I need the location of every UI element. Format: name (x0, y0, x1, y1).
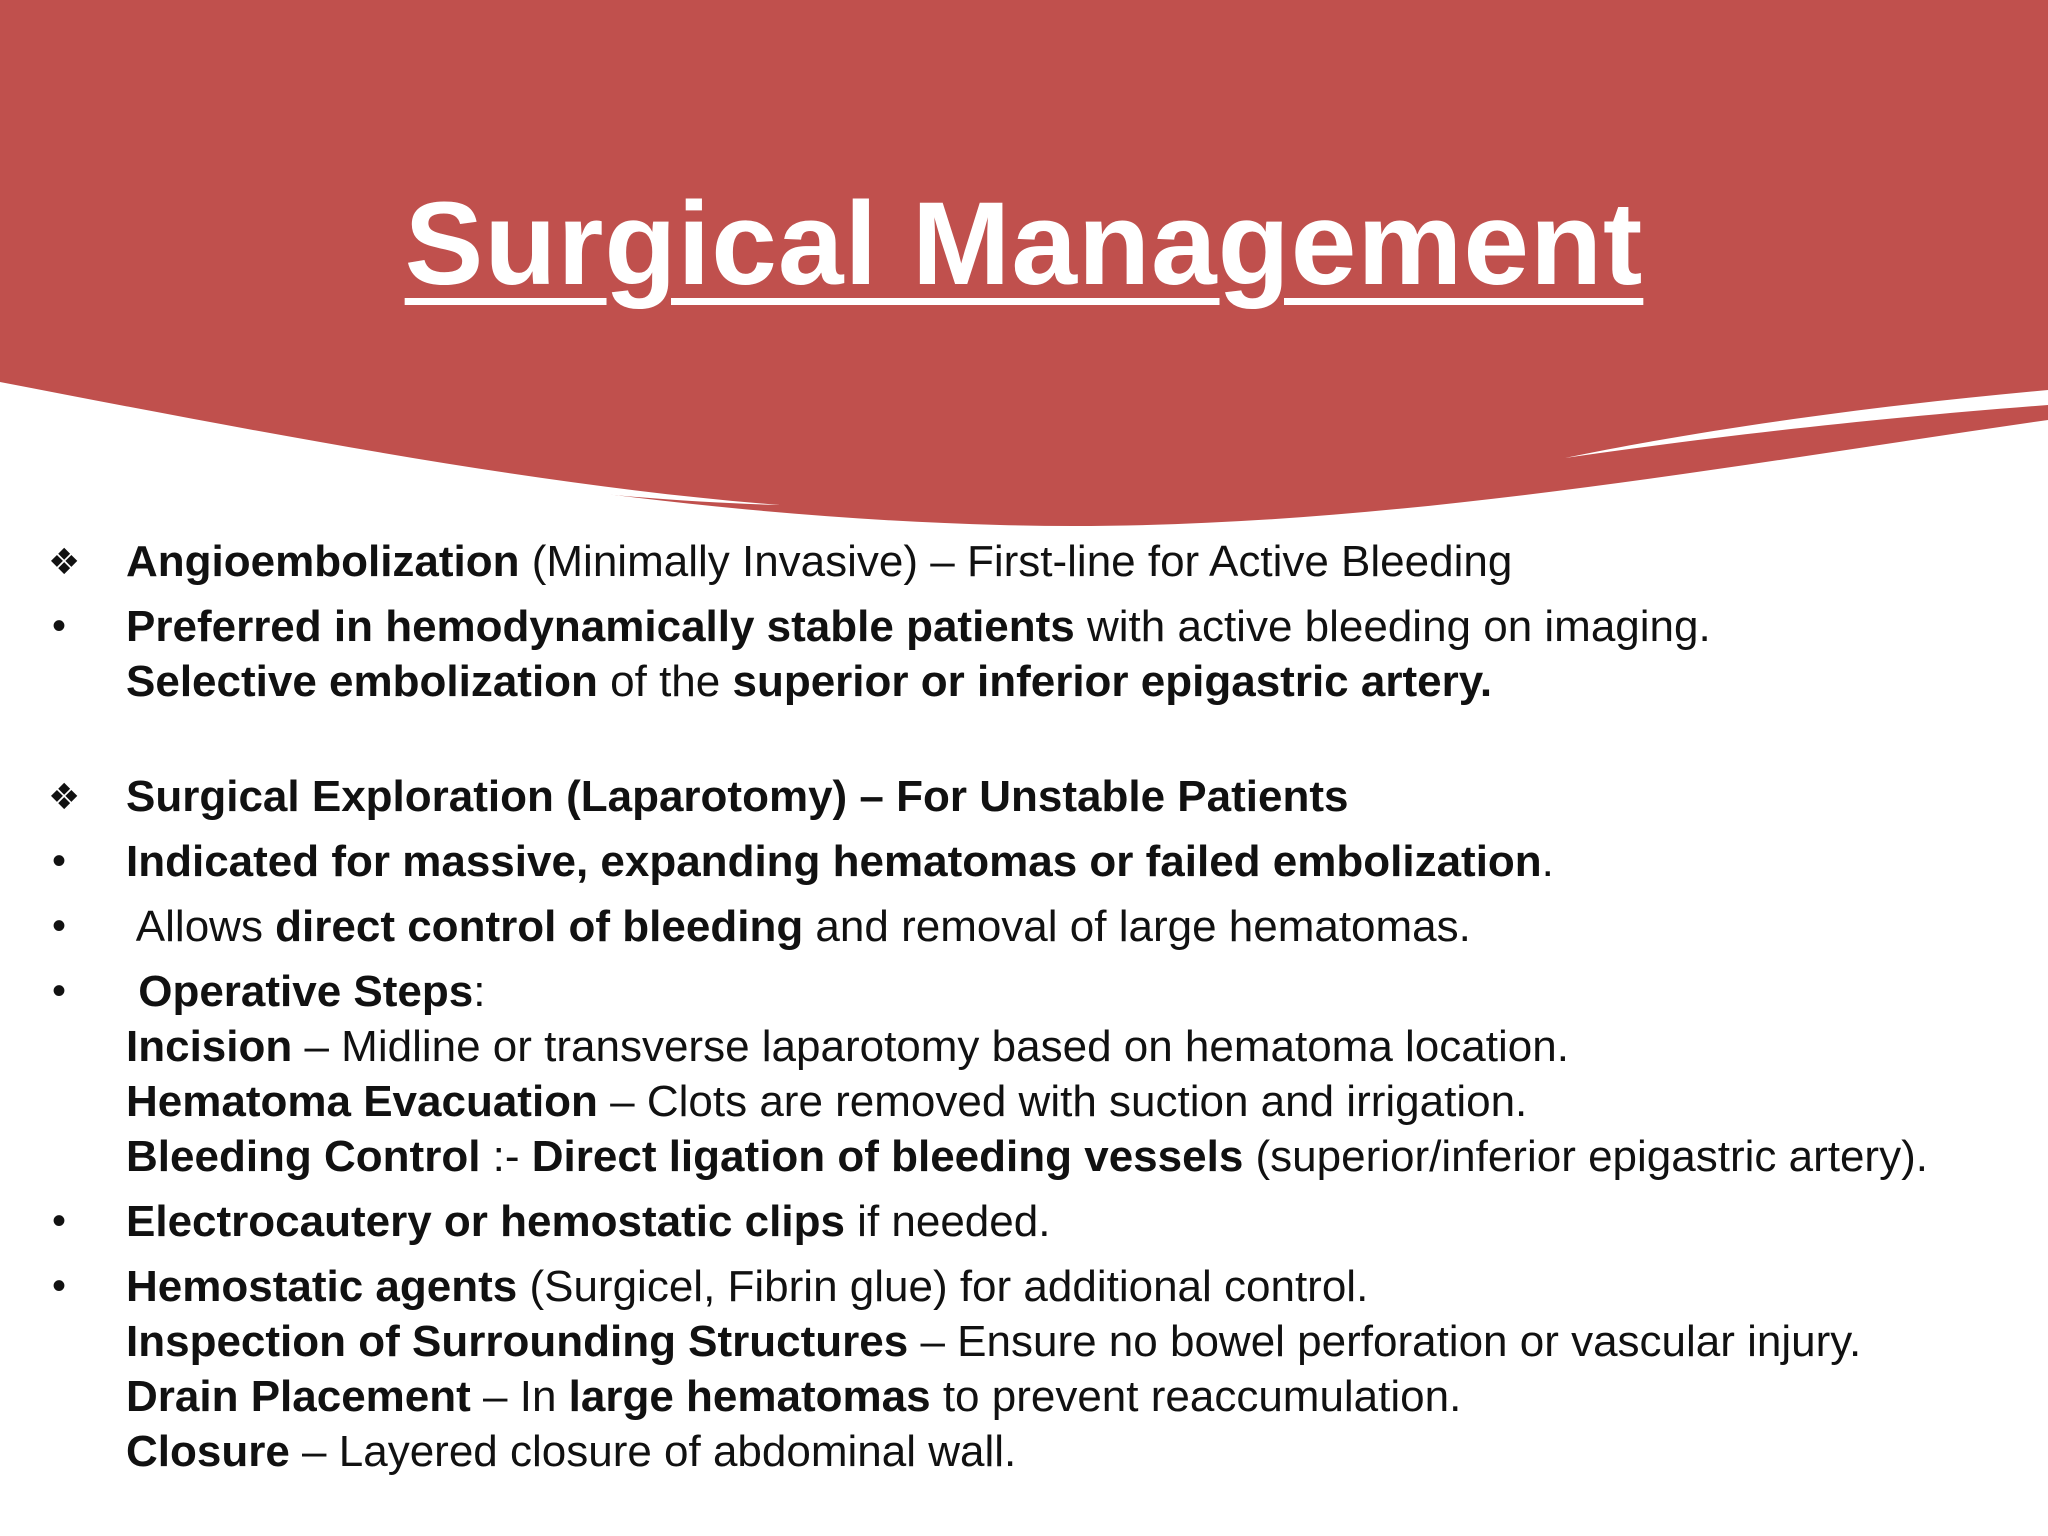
text-line (126, 964, 2008, 1019)
body-text: (Minimally Invasive) – First-line for Active Bleeding (519, 537, 1513, 586)
bold-text: Drain Placement (126, 1372, 471, 1421)
text-line (126, 1369, 2008, 1424)
body-text: (Surgicel, Fibrin glue) for additional control. (517, 1262, 1369, 1311)
text-line (126, 1129, 2008, 1184)
bold-text: Hemostatic agents (126, 1262, 518, 1311)
text-line (126, 899, 2008, 954)
bold-text: Surgical Exploration (Laparotomy) – For Unstable Patients (126, 772, 1349, 821)
body-text: . (1541, 837, 1554, 886)
body-text: – Clots are removed with suction and irrigation. (597, 1077, 1528, 1126)
text-line (126, 1259, 2008, 1314)
bold-text: Hematoma Evacuation (126, 1077, 598, 1126)
slide-content (48, 534, 2008, 1489)
body-text: with active bleeding on imaging. (1074, 602, 1711, 651)
dot-bullet-icon: • (52, 1264, 67, 1308)
body-text: :- (480, 1132, 532, 1181)
bold-text: Closure (126, 1427, 290, 1476)
text-line (126, 654, 2008, 709)
body-text: and removal of large hematomas. (803, 902, 1471, 951)
bullet-item (48, 1259, 2008, 1479)
bold-text: Preferred in hemodynamically stable patients (126, 602, 1075, 651)
bold-text: Operative Steps (126, 967, 474, 1016)
bold-text: Direct ligation of bleeding vessels (531, 1132, 1244, 1181)
bullet-item (48, 1194, 2008, 1249)
text-line (126, 1424, 2008, 1479)
text-line (126, 534, 2008, 589)
body-text: – Midline or transverse laparotomy based on hematoma location. (292, 1022, 1569, 1071)
bold-text: superior or inferior epigastric artery. (732, 657, 1493, 706)
slide-title: Surgical Management (404, 178, 1644, 310)
bold-text: Inspection of Surrounding Structures (126, 1317, 909, 1366)
body-text: (superior/inferior epigastric artery). (1243, 1132, 1928, 1181)
bold-text: Electrocautery or hemostatic clips (126, 1197, 845, 1246)
dot-bullet-icon: • (52, 904, 67, 948)
bold-text: Angioembolization (126, 537, 520, 586)
bullet-item (48, 899, 2008, 954)
body-text: Allows (126, 902, 276, 951)
diamond-bullet-icon: ❖ (48, 541, 81, 582)
dot-bullet-icon: • (52, 839, 67, 883)
text-line (126, 769, 2008, 824)
bold-text: direct control of bleeding (275, 902, 804, 951)
bold-text: Incision (126, 1022, 293, 1071)
text-line (126, 1194, 2008, 1249)
dot-bullet-icon: • (52, 1199, 67, 1243)
body-text: to prevent reaccumulation. (930, 1372, 1462, 1421)
body-text: of the (597, 657, 733, 706)
bullet-item (48, 964, 2008, 1184)
body-text: – In (470, 1372, 569, 1421)
body-text: – Ensure no bowel perforation or vascular injury. (908, 1317, 1862, 1366)
body-text: : (473, 967, 486, 1016)
bullet-item (48, 834, 2008, 889)
body-text: – Layered closure of abdominal wall. (289, 1427, 1017, 1476)
bold-text: Selective embolization (126, 657, 598, 706)
dot-bullet-icon: • (52, 604, 67, 648)
bullet-item (48, 599, 2008, 709)
bold-text: Indicated for massive, expanding hematomas or failed embolization (126, 837, 1542, 886)
dot-bullet-icon: • (52, 969, 67, 1013)
bold-text: large hematomas (568, 1372, 931, 1421)
text-line (126, 1074, 2008, 1129)
section-heading-item (48, 534, 2008, 589)
bold-text: Bleeding Control (126, 1132, 481, 1181)
text-line (126, 1019, 2008, 1074)
text-line (126, 599, 2008, 654)
text-line (126, 834, 2008, 889)
body-text: if needed. (844, 1197, 1051, 1246)
section-heading-item (48, 769, 2008, 824)
diamond-bullet-icon: ❖ (48, 776, 81, 817)
text-line (126, 1314, 2008, 1369)
